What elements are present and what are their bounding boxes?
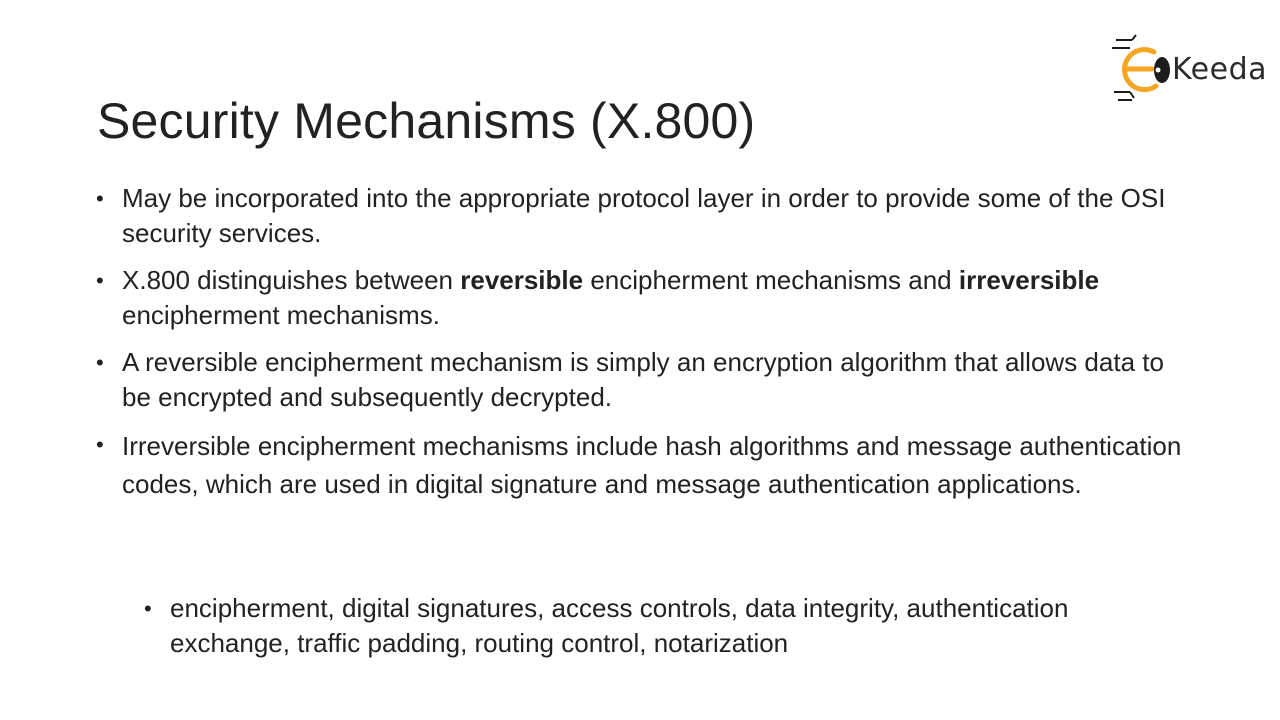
- bullet-text: A reversible encipherment mechanism is simply an encryption algorithm that allows data to be encrypted and subsequently decrypted.: [122, 347, 1164, 412]
- bullet-text-part: encipherment mechanisms and: [583, 265, 959, 295]
- bullet-bold-term: reversible: [460, 265, 584, 295]
- bullet-text: Irreversible encipherment mechanisms include hash algorithms and message authentication codes, which are used in digital signature and message authentication applications.: [122, 431, 1182, 499]
- bullet-dot-icon: •: [96, 350, 104, 375]
- bullet-text-part: encipherment mechanisms.: [122, 300, 440, 330]
- bullet-dot-icon: •: [96, 268, 104, 293]
- bullet-text-part: X.800 distinguishes between: [122, 265, 461, 295]
- bullet-bold-term: irreversible: [958, 265, 1100, 295]
- ekeeda-logo-text: Keeda: [1172, 52, 1268, 87]
- bullet-item: [96, 427, 1196, 503]
- bullet-item: [96, 263, 1196, 333]
- sub-bullet-item: [144, 591, 1144, 661]
- bullet-item: [96, 181, 1196, 251]
- bullet-dot-icon: •: [144, 596, 152, 621]
- slide-title: Security Mechanisms (X.800): [97, 93, 756, 149]
- sub-bullet-text: encipherment, digital signatures, access controls, data integrity, authentication exchange, traffic padding, routing control, notarization: [170, 593, 1069, 658]
- bullet-item: [96, 345, 1196, 415]
- sub-bullet-list: [144, 591, 1144, 661]
- bullet-list: [96, 181, 1196, 515]
- bullet-dot-icon: •: [96, 432, 104, 457]
- bullet-dot-icon: •: [96, 186, 104, 211]
- bullet-text: May be incorporated into the appropriate protocol layer in order to provide some of the OSI security services.: [122, 183, 1166, 248]
